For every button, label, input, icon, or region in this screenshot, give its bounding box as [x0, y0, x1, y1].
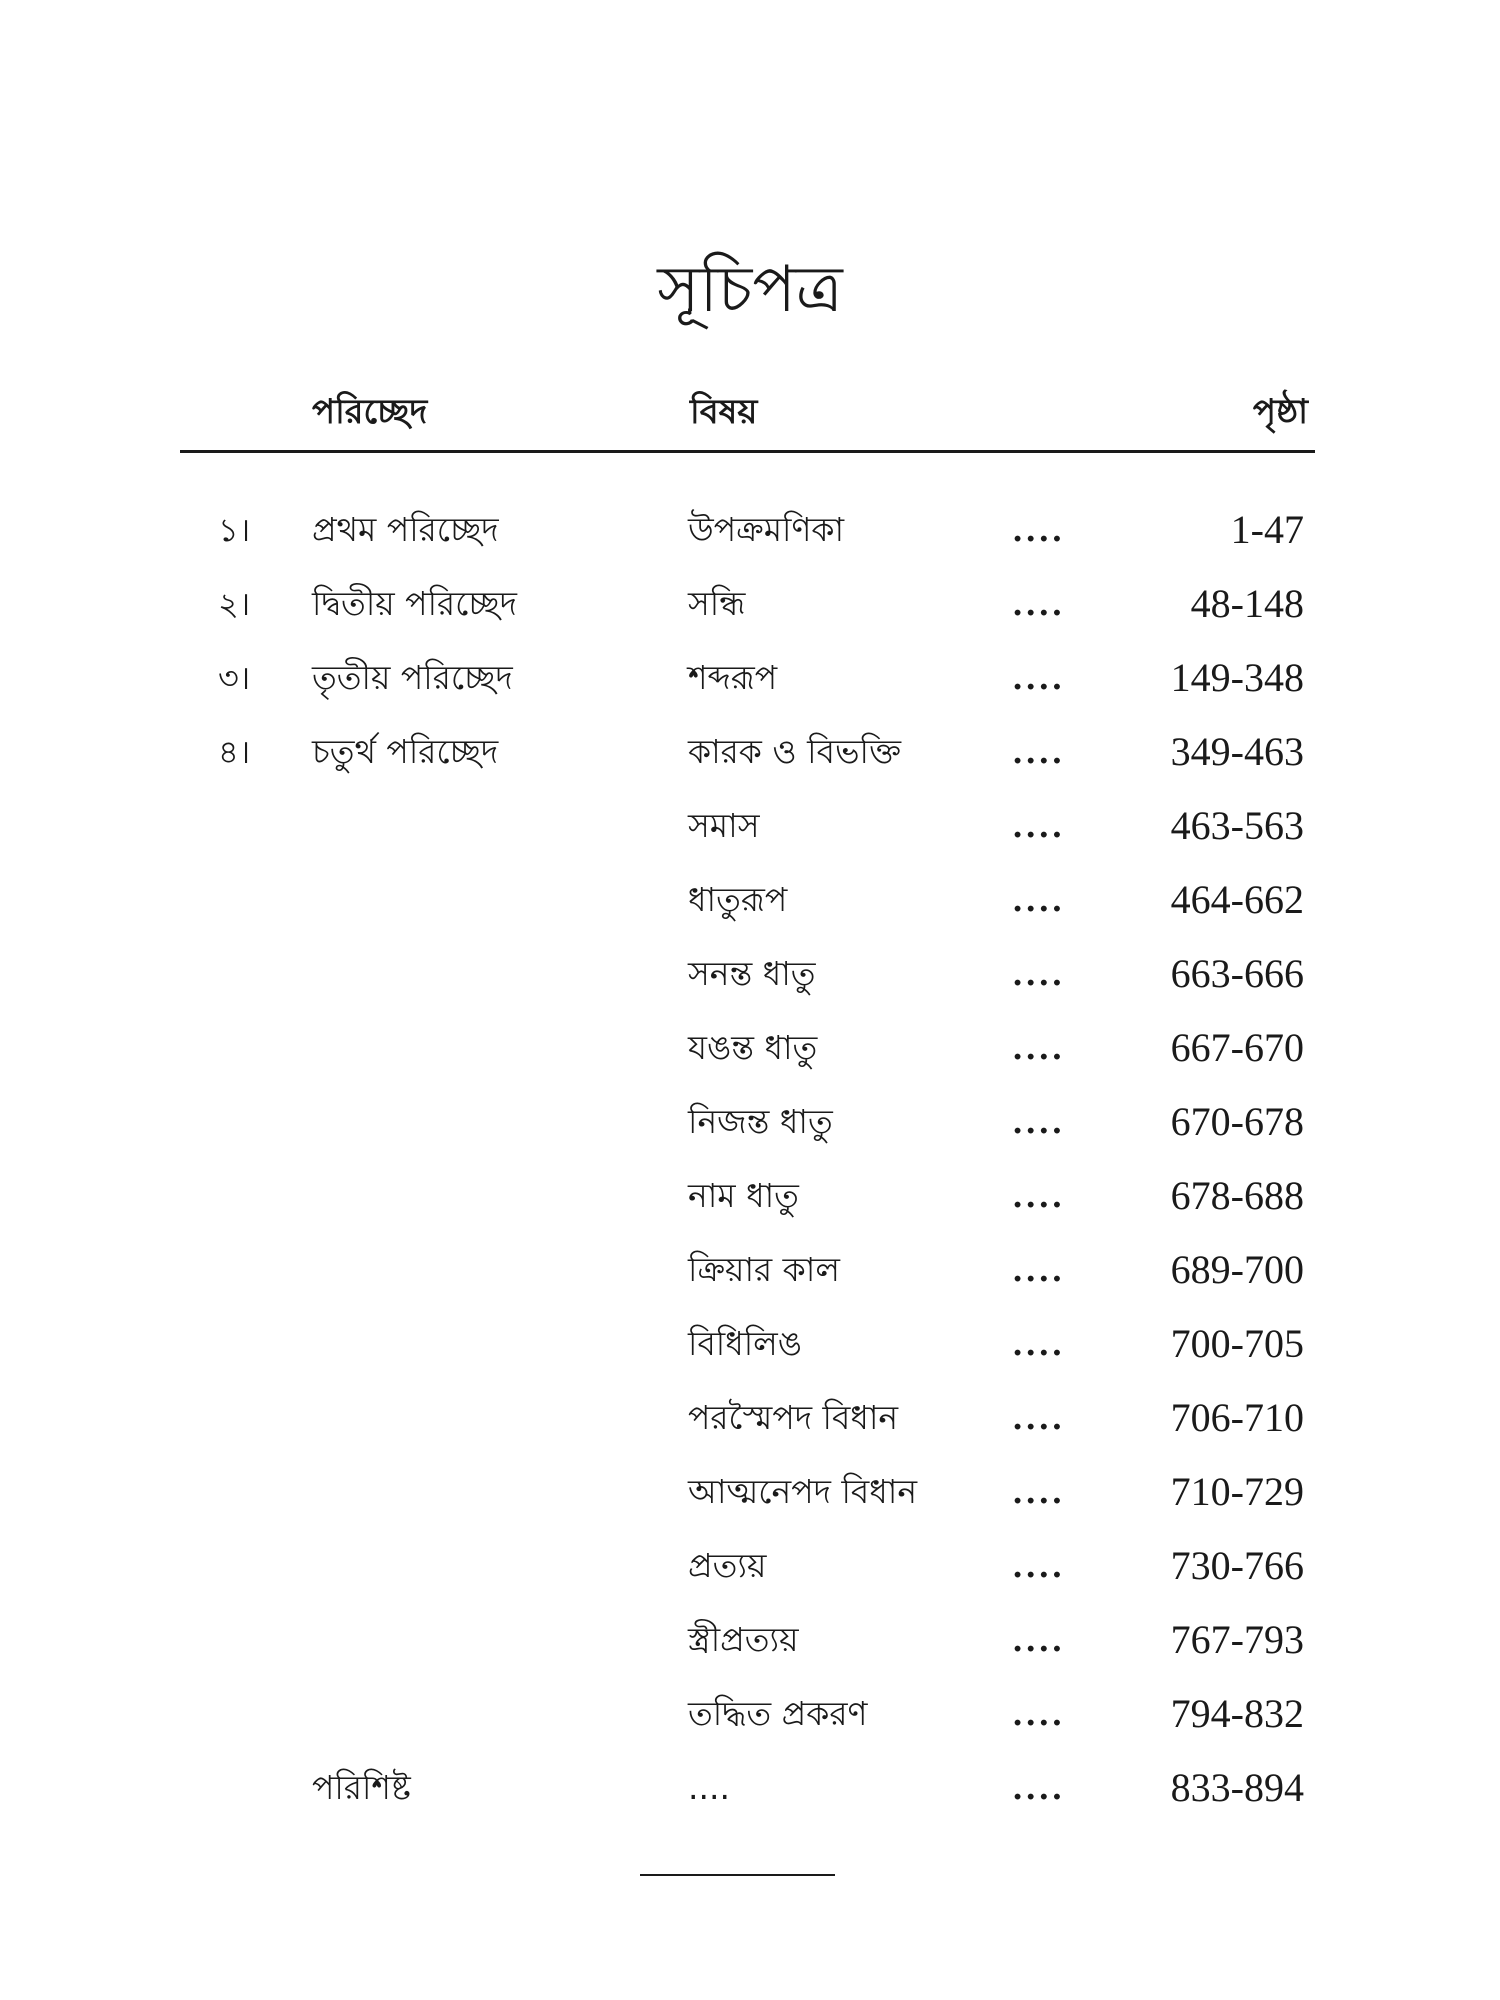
leader-dots: ....	[1012, 659, 1065, 697]
subject-name: কারক ও বিভক্তি	[688, 732, 902, 771]
header-divider	[180, 450, 1315, 453]
contents-row	[0, 937, 1500, 1011]
subject-name: নিজন্ত ধাতু	[688, 1102, 833, 1141]
chapter-name: প্রথম পরিচ্ছেদ	[312, 510, 499, 549]
leader-dots: ....	[1012, 1325, 1065, 1363]
leader-dots: ....	[1012, 1029, 1065, 1067]
leader-dots: ....	[1012, 1251, 1065, 1289]
leader-dots: ....	[1012, 1547, 1065, 1585]
subject-name: উপক্রমণিকা	[688, 510, 845, 549]
subject-name: প্রত্যয়	[688, 1546, 767, 1585]
page-range: 463-563	[1170, 803, 1304, 848]
subject-name: তদ্ধিত প্রকরণ	[688, 1694, 868, 1733]
page-range: 149-348	[1170, 655, 1304, 700]
subject-name: নাম ধাতু	[688, 1176, 799, 1215]
chapter-name: পরিশিষ্ট	[312, 1768, 411, 1807]
page-range: 700-705	[1170, 1321, 1304, 1366]
subject-name: স্ত্রীপ্রত্যয়	[688, 1620, 799, 1659]
chapter-name: দ্বিতীয় পরিচ্ছেদ	[312, 584, 518, 623]
subject-name: সনন্ত ধাতু	[688, 954, 816, 993]
subject-name: ধাতুরূপ	[688, 880, 788, 919]
chapter-number: ২।	[218, 585, 251, 623]
contents-row	[0, 1455, 1500, 1529]
leader-dots: ....	[1012, 511, 1065, 549]
leader-dots: ....	[1012, 585, 1065, 623]
page-range: 667-670	[1170, 1025, 1304, 1070]
contents-row	[0, 493, 1500, 567]
leader-dots: ....	[1012, 1769, 1065, 1807]
subject-name: সন্ধি	[688, 584, 746, 623]
leader-dots: ....	[1012, 955, 1065, 993]
leader-dots: ....	[1012, 733, 1065, 771]
contents-row	[0, 1307, 1500, 1381]
contents-row	[0, 1603, 1500, 1677]
contents-row	[0, 1381, 1500, 1455]
chapter-name: তৃতীয় পরিচ্ছেদ	[312, 658, 513, 697]
chapter-number: ১।	[218, 511, 251, 549]
contents-row	[0, 1529, 1500, 1603]
chapter-name: চতুর্থ পরিচ্ছেদ	[312, 732, 499, 771]
subject-name: পরস্মৈপদ বিধান	[688, 1398, 899, 1437]
subject-name: বিধিলিঙ	[688, 1324, 802, 1363]
column-header-chapter: পরিচ্ছেদ	[312, 392, 428, 432]
leader-dots: ....	[1012, 881, 1065, 919]
page-range: 767-793	[1170, 1617, 1304, 1662]
contents-row	[0, 1085, 1500, 1159]
contents-row	[0, 1159, 1500, 1233]
chapter-number: ৩।	[218, 659, 251, 697]
contents-row	[0, 1233, 1500, 1307]
contents-row	[0, 567, 1500, 641]
leader-dots: ....	[1012, 1177, 1065, 1215]
leader-dots: ....	[1012, 1103, 1065, 1141]
page-range: 349-463	[1170, 729, 1304, 774]
page-range: 670-678	[1170, 1099, 1304, 1144]
page-range: 48-148	[1190, 581, 1304, 626]
leader-dots: ....	[1012, 1473, 1065, 1511]
contents-row	[0, 1011, 1500, 1085]
column-header-subject: বিষয়	[690, 392, 758, 432]
subject-name: শব্দরূপ	[688, 658, 778, 697]
subject-name: সমাস	[688, 806, 760, 845]
leader-dots: ....	[1012, 1695, 1065, 1733]
page-range: 833-894	[1170, 1765, 1304, 1810]
subject-name: ....	[688, 1768, 730, 1807]
leader-dots: ....	[1012, 807, 1065, 845]
contents-row	[0, 1751, 1500, 1825]
contents-list	[0, 493, 1500, 1825]
end-divider	[640, 1874, 835, 1876]
page-range: 464-662	[1170, 877, 1304, 922]
contents-row	[0, 1677, 1500, 1751]
page-range: 1-47	[1230, 507, 1304, 552]
contents-row	[0, 641, 1500, 715]
column-header-page: পৃষ্ঠা	[1252, 392, 1308, 432]
contents-row	[0, 715, 1500, 789]
page-range: 663-666	[1170, 951, 1304, 996]
page-range: 794-832	[1170, 1691, 1304, 1736]
contents-row	[0, 789, 1500, 863]
page-range: 730-766	[1170, 1543, 1304, 1588]
page-range: 706-710	[1170, 1395, 1304, 1440]
chapter-number: ৪।	[218, 733, 251, 771]
page-range: 689-700	[1170, 1247, 1304, 1292]
subject-name: আত্মনেপদ বিধান	[688, 1472, 918, 1511]
leader-dots: ....	[1012, 1399, 1065, 1437]
leader-dots: ....	[1012, 1621, 1065, 1659]
page-range: 678-688	[1170, 1173, 1304, 1218]
page-range: 710-729	[1170, 1469, 1304, 1514]
contents-row	[0, 863, 1500, 937]
page-title: সূচিপত্র	[657, 253, 843, 327]
subject-name: ক্রিয়ার কাল	[688, 1250, 840, 1289]
subject-name: যঙন্ত ধাতু	[688, 1028, 818, 1067]
